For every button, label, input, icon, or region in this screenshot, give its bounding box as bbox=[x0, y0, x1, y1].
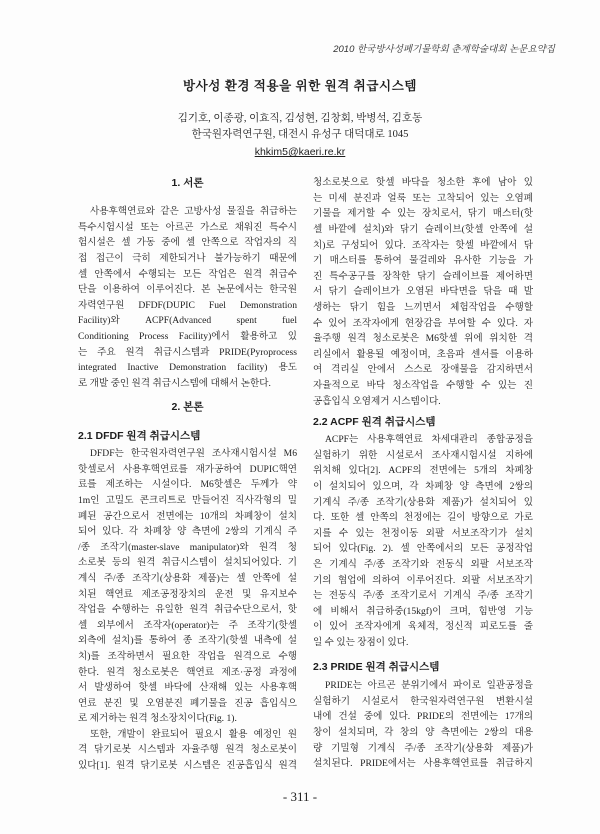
running-title: 2010 한국방사성폐기물학회 춘계학술대회 논문요약집 bbox=[333, 44, 555, 55]
text-line: 기계식 주/종 조작기(상용화 제품)가 설치되어 있 bbox=[313, 496, 533, 508]
text-line: 기물을 제거할 수 있는 장치로서, 닦기 매스터(핫 bbox=[313, 208, 533, 220]
text-line: Facility)와 ACPF(Advanced spent fuel bbox=[78, 315, 297, 327]
text-line: 격 닦기로봇 시스템과 자율주행 원격 청소로봇이 bbox=[78, 744, 297, 756]
subsection-heading-dfdf: 2.1 DFDF 원격 취급시스템 bbox=[78, 430, 201, 442]
section-heading-introduction: 1. 서론 bbox=[171, 177, 204, 189]
text-line: 실험하기 시설로서 한국원자력연구원 변환시설 bbox=[313, 695, 533, 707]
text-line: 험시설은 셀 가동 중에 셀 안쪽으로 작업자의 직 bbox=[78, 237, 297, 249]
text-line: 위치해 있다[2]. ACPF의 전면에는 5개의 차폐창 bbox=[313, 465, 533, 477]
text-line: 공흡입식 오염제거 시스템이다. bbox=[313, 395, 441, 407]
text-line: 계식 주/종 조작기(상용화 제품)는 셀 안쪽에 설 bbox=[78, 572, 297, 584]
text-line: 리실에서 활용될 예정이며, 초음파 센서를 이용하 bbox=[313, 348, 533, 360]
text-line: 설치된다. PRIDE에서는 사용후핵연료를 취급하지 bbox=[313, 758, 533, 770]
text-line: 접 접근이 극히 제한되거나 불가능하기 때문에 bbox=[78, 252, 297, 264]
text-line: 청소로봇으로 핫셀 바닥을 청소한 후에 남아 있 bbox=[313, 177, 533, 189]
text-line: 이 설치되어 있으며, 각 차폐창 양 측면에 2쌍의 bbox=[313, 480, 533, 492]
text-line: Conditioning Process Facility)에서 활용하고 있 bbox=[78, 330, 297, 342]
text-line: 는 주요 원격 취급시스템과 PRIDE(Pyroprocess bbox=[78, 346, 297, 358]
text-line: 창이 설치되며, 각 창의 양 측면에는 2쌍의 대용 bbox=[313, 726, 533, 738]
paper-title: 방사성 환경 적용을 위한 원격 취급시스템 bbox=[182, 79, 418, 93]
text-line: 있다[1]. 원격 닦기로봇 시스템은 진공흡입식 원격 bbox=[78, 760, 297, 772]
dfdf-body-continued bbox=[313, 175, 533, 409]
text-line: 자력연구원 DFDF(DUPIC Fuel Demonstration bbox=[78, 299, 297, 311]
text-line: 수 있어 조작자에게 현장감을 부여할 수 있다. 자 bbox=[313, 317, 533, 329]
text-line: 생하는 닦기 힘을 느끼면서 체험작업을 수행할 bbox=[313, 301, 533, 313]
text-line: 이 있어 조작자에게 육체적, 정신적 피로도를 줄 bbox=[313, 621, 533, 633]
text-line: 율주행 원격 청소로봇은 M6핫셀 위에 위치한 격 bbox=[313, 333, 533, 345]
text-line: 되어 있다. 각 차폐창 양 측면에 2쌍의 기계식 주 bbox=[78, 526, 297, 538]
text-line: 되어 있다(Fig. 2). 셀 안쪽에서의 모든 공정작업 bbox=[313, 543, 533, 555]
text-line: 외측에 설치)를 통하여 종 조작기(핫셀 내측에 설 bbox=[78, 635, 297, 647]
subsection-heading-pride: 2.3 PRIDE 원격 취급시스템 bbox=[313, 661, 440, 673]
text-line: 자율적으로 바닥 청소작업을 수행할 수 있는 진 bbox=[313, 379, 533, 391]
affiliation: 한국원자력연구원, 대전시 유성구 대덕대로 1045 bbox=[191, 129, 409, 140]
paragraph bbox=[313, 432, 533, 650]
text-line: 치된 핵연료 제조공정장치의 운전 및 유지보수 bbox=[78, 588, 297, 600]
text-line: 내에 건설 중에 있다. PRIDE의 전면에는 17개의 bbox=[313, 711, 533, 723]
dfdf-body bbox=[78, 446, 297, 773]
text-line: 작업을 수행하는 유일한 원격 취급수단으로서, 핫 bbox=[78, 604, 297, 616]
text-line: 실험하기 위한 시설로서 조사재시험시설 지하에 bbox=[313, 449, 533, 461]
text-line: 소로봇 등의 원격 취급시스템이 설치되어있다. 기 bbox=[78, 557, 297, 569]
text-line: 폐된 공간으로서 전면에는 10개의 차폐창이 설치 bbox=[78, 510, 297, 522]
text-line: 단을 이용하여 이루어진다. 본 논문에서는 한국원 bbox=[78, 284, 297, 296]
text-line: 진 특수공구를 장착한 닦기 슬레이브를 제어하면 bbox=[313, 270, 533, 282]
text-line: 핫셀로서 사용후핵연료를 재가공하여 DUPIC핵연 bbox=[78, 463, 297, 475]
text-line: 연료 분진 및 오염분진 폐기물을 진공 흡입식으 bbox=[78, 697, 297, 709]
text-line: 기 매스터를 통하여 물걸레와 유사한 기능을 가 bbox=[313, 255, 533, 267]
text-line: 한다. 원격 청소로봇은 핵연료 제조·공정 과정에 bbox=[78, 666, 297, 678]
text-line: DFDF는 한국원자력연구원 조사재시험시설 M6 bbox=[90, 448, 297, 460]
section-heading-main-body: 2. 본론 bbox=[171, 401, 204, 413]
email-line bbox=[0, 145, 600, 160]
text-line: PRIDE는 아르곤 분위기에서 파이로 일관공정을 bbox=[325, 680, 533, 692]
text-line: 셀 안쪽에서 수행되는 모든 작업은 원격 취급수 bbox=[78, 268, 297, 280]
introduction-body bbox=[78, 204, 297, 391]
text-line: 료를 제조하는 시설이다. M6핫셀은 두께가 약 bbox=[78, 479, 297, 491]
text-line: 여 격리실 안에서 스스로 장애물을 감지하면서 bbox=[313, 364, 533, 376]
text-line: 일 수 있는 장점이 있다. bbox=[313, 636, 409, 648]
subsection-heading-acpf: 2.2 ACPF 원격 취급시스템 bbox=[313, 416, 436, 428]
text-line: 로 제거하는 원격 청소장치이다(Fig. 1). bbox=[78, 713, 237, 725]
text-line: 로 개발 중인 원격 취급시스템에 대해서 논한다. bbox=[78, 377, 271, 389]
text-line: 지를 수 있는 천정이동 외팔 서보조작기가 설치 bbox=[313, 527, 533, 539]
paragraph bbox=[78, 204, 297, 391]
text-line: ACPF는 사용후핵연료 차세대관리 종합공정을 bbox=[325, 434, 533, 446]
text-line: 량 기밀형 기계식 주/종 조작기(상용화 제품)가 bbox=[313, 742, 533, 754]
paragraph bbox=[313, 175, 533, 409]
text-line: 치)로 구성되어 있다. 조작자는 핫셀 바깥에서 닦 bbox=[313, 239, 533, 251]
text-line: 또한, 개발이 완료되어 필요시 활용 예정인 원 bbox=[90, 728, 297, 740]
text-line: 서 닦기 슬레이브가 오염된 바닥면을 닦을 때 발 bbox=[313, 286, 533, 298]
author-email: khkim5@kaeri.re.kr bbox=[254, 146, 346, 158]
text-line: 다. 또한 셀 안쪽의 천정에는 길이 방향으로 가로 bbox=[313, 512, 533, 524]
text-line: 특수시험시설 또는 아르곤 가스로 채워진 특수시 bbox=[78, 221, 297, 233]
text-line: 은 기계식 주/종 조작기와 전동식 외팔 서보조작 bbox=[313, 558, 533, 570]
text-line: 는 전동식 주/종 조작기로서 기계식 주/종 조작기 bbox=[313, 590, 533, 602]
text-line: 에 비해서 취급하중(15kgf)이 크며, 힘반영 기능 bbox=[313, 605, 533, 617]
text-line: 사용후핵연료와 같은 고방사성 물질을 취급하는 bbox=[90, 206, 297, 218]
paragraph bbox=[78, 727, 297, 774]
acpf-body bbox=[313, 432, 533, 650]
author-list: 김기호, 이종광, 이효직, 김성현, 김창회, 박병석, 김호동 bbox=[177, 113, 423, 124]
page-number: - 311 - bbox=[282, 789, 318, 804]
text-line: 1m인 고밀도 콘크리트로 만들어진 직사각형의 밀 bbox=[78, 494, 297, 506]
text-line: 기의 협업에 의하여 이루어진다. 외팔 서보조작기 bbox=[313, 574, 533, 586]
text-line: 셀 바깥에 설치)와 닦기 슬레이브(핫셀 안쪽에 설 bbox=[313, 223, 533, 235]
text-line: /종 조작기(master-slave manipulator)와 원격 청 bbox=[78, 541, 297, 553]
text-line: 서 발생하여 핫셀 바닥에 산재해 있는 사용후핵 bbox=[78, 682, 297, 694]
pride-body bbox=[313, 678, 533, 772]
text-line: 치)를 조작하면서 필요한 작업을 원격으로 수행 bbox=[78, 650, 297, 662]
text-line: integrated Inactive Demonstration facility) 용도 bbox=[78, 362, 297, 374]
text-line: 셀 외부에서 조작자(operator)는 주 조작기(핫셀 bbox=[78, 619, 297, 631]
text-line: 는 미세 분진과 얼룩 또는 고착되어 있는 오염폐 bbox=[313, 192, 533, 204]
paragraph bbox=[313, 678, 533, 772]
paragraph bbox=[78, 446, 297, 727]
